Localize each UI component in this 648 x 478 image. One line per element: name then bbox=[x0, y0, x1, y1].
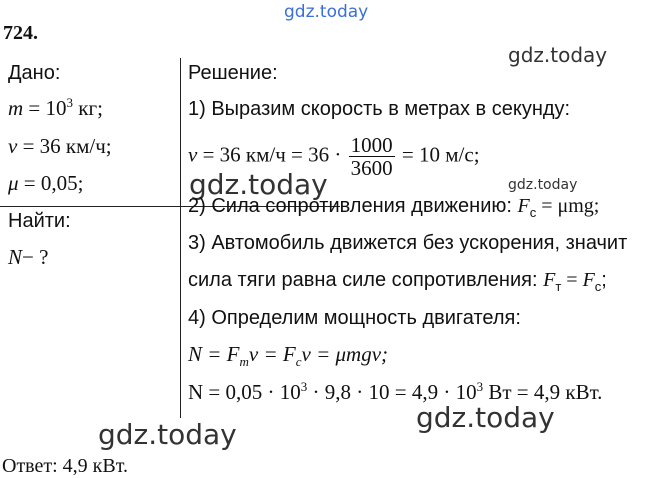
power-sub-t: т bbox=[239, 354, 249, 370]
calc-a: N = 0,05 · 10 bbox=[188, 380, 301, 404]
fraction-numerator: 1000 bbox=[350, 133, 393, 157]
power-calculation bbox=[188, 380, 602, 405]
step-3-F1: F bbox=[543, 269, 556, 291]
mass-var: m bbox=[8, 96, 24, 120]
step-2 bbox=[188, 195, 599, 218]
answer-line: Ответ: 4,9 кВт. bbox=[2, 455, 128, 477]
power-b: v = F bbox=[248, 342, 296, 366]
mass-exp: 3 bbox=[66, 95, 74, 110]
find-line bbox=[8, 245, 48, 270]
watermark-mid-large: gdz.today bbox=[189, 168, 328, 201]
step-2-text: 2) Сила сопротивления движению: bbox=[188, 195, 518, 217]
find-var: N bbox=[8, 245, 23, 269]
step-3-sub1: т bbox=[555, 279, 562, 294]
calc-b: · 9,8 · 10 = 4,9 · 10 bbox=[307, 380, 477, 404]
step-3-line-1: 3) Автомобиль движется без ускорения, значит bbox=[188, 232, 628, 254]
conv-rhs: = 10 м/с; bbox=[396, 142, 480, 167]
watermark-mid-small: gdz.today bbox=[508, 177, 578, 193]
speed-conversion bbox=[188, 134, 480, 179]
step-4: 4) Определим мощность двигателя: bbox=[188, 307, 521, 329]
watermark-bottom-left: gdz.today bbox=[98, 418, 237, 451]
watermark-right-top: gdz.today bbox=[508, 43, 608, 67]
calc-exp2: 3 bbox=[476, 379, 484, 394]
watermark-top: gdz.today bbox=[284, 2, 369, 22]
given-speed bbox=[8, 134, 112, 159]
calc-c: Вт = 4,9 кВт. bbox=[483, 380, 603, 404]
speed-eq: = 36 км/ч; bbox=[17, 134, 112, 158]
conv-speed-var: v bbox=[188, 142, 198, 167]
conv-lhs: = 36 км/ч = 36 · bbox=[197, 142, 347, 167]
given-mu bbox=[8, 171, 83, 196]
find-rest: − ? bbox=[22, 245, 49, 269]
step-3-eq: = bbox=[561, 269, 583, 291]
step-3-text: сила тяги равна силе сопротивления: bbox=[188, 269, 544, 291]
step-3-F2: F bbox=[582, 269, 595, 291]
calc-exp1: 3 bbox=[300, 379, 308, 394]
mu-eq: = 0,05; bbox=[18, 171, 84, 195]
step-1: 1) Выразим скорость в метрах в секунду: bbox=[188, 98, 571, 120]
power-a: N = F bbox=[188, 342, 240, 366]
mass-unit: кг; bbox=[73, 96, 103, 120]
step-3-line-2 bbox=[188, 269, 607, 292]
watermark-bottom-center: gdz.today bbox=[416, 401, 555, 434]
step-3-end: ; bbox=[601, 269, 607, 291]
given-mass bbox=[8, 96, 103, 121]
power-formula bbox=[188, 342, 389, 370]
power-sub-c: c bbox=[295, 354, 302, 370]
find-header: Найти: bbox=[8, 210, 71, 232]
mass-eq: = 10 bbox=[23, 96, 67, 120]
mu-var: μ bbox=[8, 171, 19, 195]
step-2-sub: c bbox=[529, 205, 537, 220]
solution-header: Решение: bbox=[188, 62, 278, 84]
power-c: v = μmgv; bbox=[301, 342, 389, 366]
fraction-denominator: 3600 bbox=[350, 156, 393, 180]
step-3-sub2: c bbox=[594, 279, 602, 294]
step-2-eq: = μmg; bbox=[536, 195, 600, 217]
speed-var: v bbox=[8, 134, 18, 158]
problem-number: 724. bbox=[3, 22, 38, 44]
step-2-F: F bbox=[517, 195, 530, 217]
given-header: Дано: bbox=[8, 62, 61, 84]
conversion-fraction bbox=[349, 134, 395, 179]
divider-vertical bbox=[180, 58, 181, 418]
